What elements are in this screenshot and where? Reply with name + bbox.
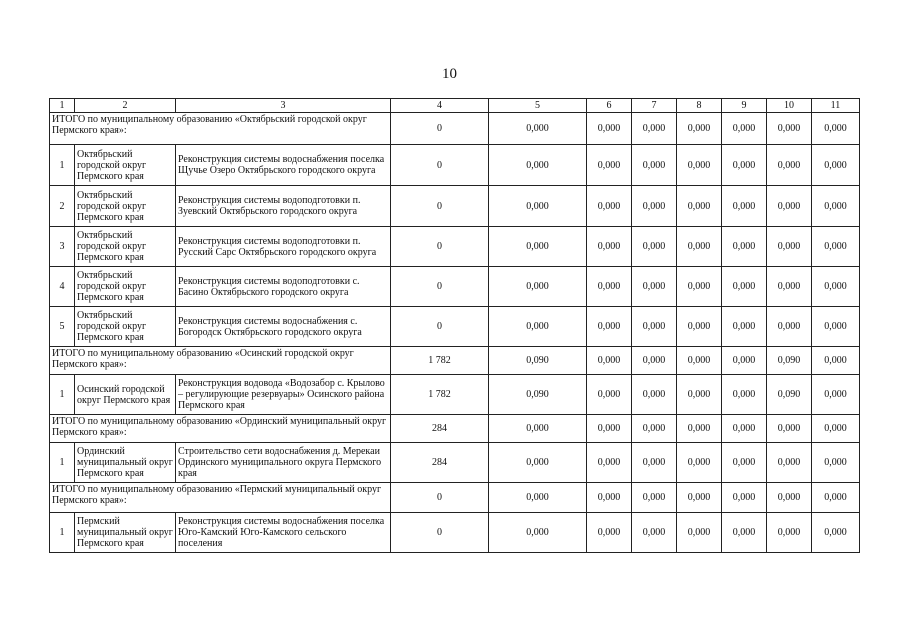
value-cell: 0,090 [489,347,587,375]
value-cell: 284 [391,443,489,483]
table-row [50,145,860,186]
value-cell: 0,000 [677,307,722,347]
value-cell: 0,000 [722,513,767,553]
value-cell: 0,000 [677,145,722,186]
table-row [50,513,860,553]
value-cell: 0,000 [489,145,587,186]
value-cell: 0,000 [489,513,587,553]
total-label: ИТОГО по муниципальному образованию «Осинский городской округ Пермского края»: [50,347,391,375]
value-cell: 0,000 [677,186,722,227]
project-cell: Реконструкция системы водоснабжения поселка Щучье Озеро Октябрьского городского округа [176,145,391,186]
value-cell: 0,000 [677,415,722,443]
municipality-cell: Октябрьский городской округ Пермского края [75,145,176,186]
value-cell: 0 [391,227,489,267]
value-cell: 0,000 [812,513,860,553]
column-number: 1 [50,99,75,113]
value-cell: 0,000 [812,186,860,227]
value-cell: 0,000 [632,375,677,415]
project-cell: Строительство сети водоснабжения д. Мерекаи Ординского муниципального округа Пермского края [176,443,391,483]
value-cell: 0 [391,186,489,227]
row-number: 1 [50,513,75,553]
value-cell: 0 [391,307,489,347]
value-cell: 0,000 [722,415,767,443]
value-cell: 0,000 [632,113,677,145]
total-row [50,347,860,375]
value-cell: 0,000 [632,186,677,227]
value-cell: 0,000 [632,227,677,267]
value-cell: 0,090 [767,375,812,415]
value-cell: 0,000 [489,415,587,443]
municipality-cell: Октябрьский городской округ Пермского края [75,186,176,227]
value-cell: 0,000 [722,375,767,415]
value-cell: 0,000 [677,347,722,375]
value-cell: 0,000 [812,347,860,375]
value-cell: 0,000 [489,267,587,307]
column-number: 5 [489,99,587,113]
total-label: ИТОГО по муниципальному образованию «Октябрьский городской округ Пермского края»: [50,113,391,145]
value-cell: 0,000 [632,443,677,483]
value-cell: 0,000 [677,513,722,553]
value-cell: 0,000 [489,113,587,145]
row-number: 1 [50,443,75,483]
value-cell: 0 [391,483,489,513]
municipality-cell: Осинский городской округ Пермского края [75,375,176,415]
value-cell: 0,000 [677,483,722,513]
value-cell: 0,000 [812,145,860,186]
value-cell: 0,000 [767,443,812,483]
project-cell: Реконструкция системы водоснабжения поселка Юго-Камский Юго-Камского сельского поселения [176,513,391,553]
value-cell: 0,000 [677,375,722,415]
value-cell: 0,000 [587,227,632,267]
value-cell: 1 782 [391,347,489,375]
row-number: 4 [50,267,75,307]
value-cell: 0 [391,513,489,553]
column-number: 11 [812,99,860,113]
value-cell: 0,000 [587,267,632,307]
value-cell: 0,000 [677,113,722,145]
value-cell: 0,000 [722,483,767,513]
total-row [50,483,860,513]
project-cell: Реконструкция системы водоподготовки с. Басино Октябрьского городского округа [176,267,391,307]
municipality-cell: Ординский муниципальный округ Пермского края [75,443,176,483]
value-cell: 0,000 [489,227,587,267]
value-cell: 0,090 [767,347,812,375]
row-number: 1 [50,375,75,415]
value-cell: 0,000 [632,347,677,375]
value-cell: 0,000 [722,186,767,227]
value-cell: 0,000 [722,307,767,347]
column-number: 2 [75,99,176,113]
value-cell: 0,000 [767,483,812,513]
value-cell: 0,000 [722,267,767,307]
column-number: 10 [767,99,812,113]
total-label: ИТОГО по муниципальному образованию «Пермский муниципальный округ Пермского края»: [50,483,391,513]
value-cell: 0,000 [489,483,587,513]
column-number: 3 [176,99,391,113]
project-cell: Реконструкция водовода «Водозабор с. Крылово – регулирующие резервуары» Осинского района Пермского края [176,375,391,415]
total-row [50,415,860,443]
value-cell: 0,000 [632,267,677,307]
value-cell: 0,000 [812,307,860,347]
value-cell: 0,000 [722,113,767,145]
value-cell: 0,000 [587,145,632,186]
column-number: 4 [391,99,489,113]
project-cell: Реконструкция системы водоподготовки п. Зуевский Октябрьского городского округа [176,186,391,227]
value-cell: 0,000 [632,145,677,186]
column-number: 8 [677,99,722,113]
value-cell: 0,000 [677,267,722,307]
table-row [50,443,860,483]
value-cell: 1 782 [391,375,489,415]
value-cell: 0,000 [632,483,677,513]
row-number: 2 [50,186,75,227]
table-row [50,375,860,415]
value-cell: 0,000 [812,267,860,307]
value-cell: 0,000 [587,347,632,375]
value-cell: 0,000 [812,113,860,145]
value-cell: 0,000 [812,375,860,415]
column-number: 6 [587,99,632,113]
value-cell: 0,000 [767,267,812,307]
table-row [50,307,860,347]
page-number: 10 [442,66,457,82]
value-cell: 0,000 [489,307,587,347]
municipality-cell: Октябрьский городской округ Пермского края [75,267,176,307]
value-cell: 0,000 [632,513,677,553]
value-cell: 0,000 [587,513,632,553]
value-cell: 0,000 [587,307,632,347]
value-cell: 0,000 [632,415,677,443]
value-cell: 284 [391,415,489,443]
value-cell: 0,000 [767,113,812,145]
value-cell: 0 [391,267,489,307]
investment-table [49,98,860,553]
value-cell: 0 [391,145,489,186]
value-cell: 0,000 [489,443,587,483]
project-cell: Реконструкция системы водоснабжения с. Богородск Октябрьского городского округа [176,307,391,347]
value-cell: 0,000 [767,307,812,347]
value-cell: 0,000 [812,415,860,443]
column-number-row [50,99,860,113]
value-cell: 0 [391,113,489,145]
value-cell: 0,000 [587,375,632,415]
value-cell: 0,000 [812,483,860,513]
row-number: 1 [50,145,75,186]
value-cell: 0,000 [722,227,767,267]
column-number: 7 [632,99,677,113]
value-cell: 0,000 [587,186,632,227]
value-cell: 0,000 [587,415,632,443]
table-row [50,267,860,307]
municipality-cell: Пермский муниципальный округ Пермского края [75,513,176,553]
value-cell: 0,090 [489,375,587,415]
total-label: ИТОГО по муниципальному образованию «Ординский муниципальный округ Пермского края»: [50,415,391,443]
value-cell: 0,000 [587,113,632,145]
value-cell: 0,000 [677,227,722,267]
table-row [50,227,860,267]
total-row [50,113,860,145]
column-number: 9 [722,99,767,113]
value-cell: 0,000 [767,186,812,227]
municipality-cell: Октябрьский городской округ Пермского края [75,307,176,347]
value-cell: 0,000 [489,186,587,227]
value-cell: 0,000 [722,145,767,186]
value-cell: 0,000 [587,443,632,483]
value-cell: 0,000 [677,443,722,483]
value-cell: 0,000 [812,443,860,483]
value-cell: 0,000 [767,227,812,267]
value-cell: 0,000 [767,513,812,553]
table-row [50,186,860,227]
value-cell: 0,000 [587,483,632,513]
value-cell: 0,000 [632,307,677,347]
value-cell: 0,000 [767,145,812,186]
row-number: 5 [50,307,75,347]
value-cell: 0,000 [767,415,812,443]
project-cell: Реконструкция системы водоподготовки п. Русский Сарс Октябрьского городского округа [176,227,391,267]
municipality-cell: Октябрьский городской округ Пермского края [75,227,176,267]
value-cell: 0,000 [722,347,767,375]
value-cell: 0,000 [722,443,767,483]
value-cell: 0,000 [812,227,860,267]
row-number: 3 [50,227,75,267]
